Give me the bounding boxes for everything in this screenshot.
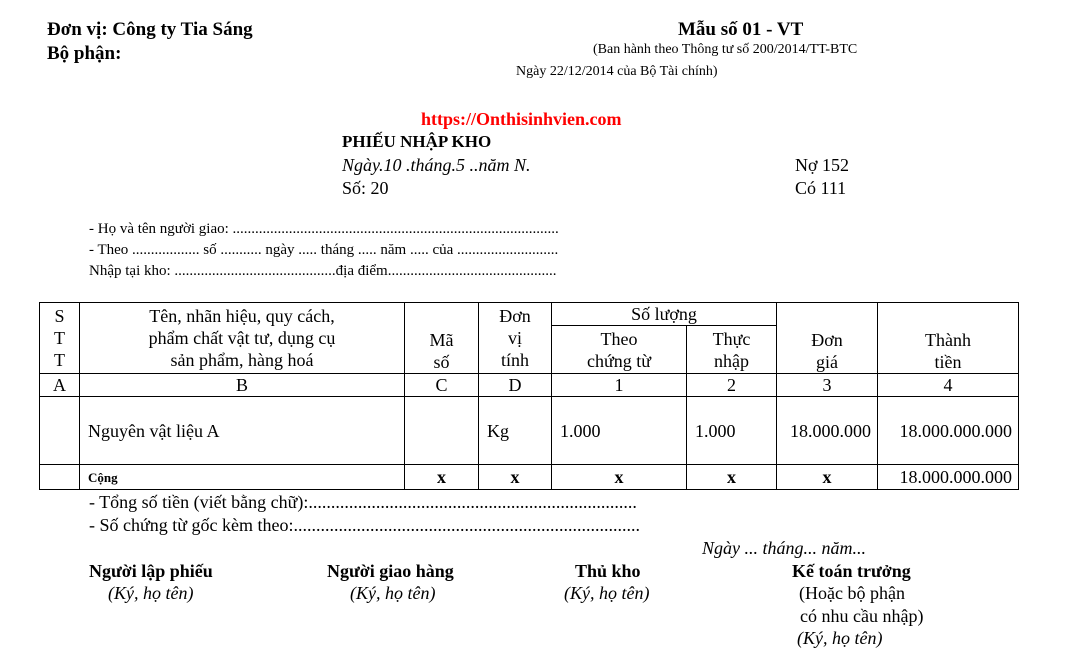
total-stt xyxy=(40,465,80,490)
row-unit: Kg xyxy=(479,397,552,465)
credit-account: Có 111 xyxy=(795,178,847,198)
index-cell: C xyxy=(405,374,479,397)
header-stt: S T T xyxy=(40,303,80,374)
header-name: Tên, nhãn hiệu, quy cách, phẩm chất vật tư, dụng cụ sản phẩm, hàng hoá xyxy=(80,303,405,374)
signer-chief-accountant-note-3: (Ký, họ tên) xyxy=(797,628,883,648)
reference-line: - Theo .................. số ........... ngày ..... tháng ..... năm ..... của ........................... xyxy=(89,242,559,258)
total-in-words-line: - Tổng số tiền (viết bằng chữ):......................................................................... xyxy=(89,492,637,512)
signer-deliverer-note: (Ký, họ tên) xyxy=(350,583,436,603)
issued-by: (Ban hành theo Thông tư số 200/2014/TT-BTC xyxy=(593,42,858,57)
signer-preparer-note: (Ký, họ tên) xyxy=(108,583,194,603)
unit-name: Đơn vị: Công ty Tia Sáng xyxy=(47,19,253,40)
goods-table xyxy=(39,302,1019,490)
index-cell: 1 xyxy=(552,374,687,397)
signer-chief-accountant-title: Kế toán trưởng xyxy=(792,561,911,581)
header-qty-doc: Theo chứng từ xyxy=(552,326,687,374)
document-number: Số: 20 xyxy=(342,178,389,198)
total-price: x xyxy=(777,465,878,490)
row-qty-doc: 1.000 xyxy=(552,397,687,465)
index-cell: 3 xyxy=(777,374,878,397)
header-unit: Đơn vị tính xyxy=(479,303,552,374)
total-row xyxy=(40,465,1019,490)
total-amount: 18.000.000.000 xyxy=(878,465,1019,490)
issued-date: Ngày 22/12/2014 của Bộ Tài chính) xyxy=(516,64,718,79)
form-number: Mẫu số 01 - VT xyxy=(678,19,804,40)
debit-account: Nợ 152 xyxy=(795,155,850,175)
signer-chief-accountant-note-2: có nhu cầu nhập) xyxy=(800,606,924,626)
total-label: Cộng xyxy=(80,465,405,490)
total-unit: x xyxy=(479,465,552,490)
row-item-name: Nguyên vật liệu A xyxy=(80,397,405,465)
index-cell: A xyxy=(40,374,80,397)
header-quantity: Số lượng xyxy=(552,303,777,326)
header-amount: Thành tiền xyxy=(878,303,1019,374)
department-label: Bộ phận: xyxy=(47,43,122,64)
total-qty-doc: x xyxy=(552,465,687,490)
row-qty-actual: 1.000 xyxy=(687,397,777,465)
row-price: 18.000.000 xyxy=(777,397,878,465)
warehouse-line: Nhập tại kho: ...........................................địa điểm............................................. xyxy=(89,263,557,279)
index-cell: 4 xyxy=(878,374,1019,397)
table-row xyxy=(40,397,1019,465)
document-date: Ngày.10 .tháng.5 ..năm N. xyxy=(342,155,531,175)
signature-date: Ngày ... tháng... năm... xyxy=(702,538,866,558)
index-row xyxy=(40,374,1019,397)
website-watermark: https://Onthisinhvien.com xyxy=(421,109,622,129)
total-code: x xyxy=(405,465,479,490)
signer-storekeeper-note: (Ký, họ tên) xyxy=(564,583,650,603)
signer-storekeeper-title: Thủ kho xyxy=(575,561,641,581)
signer-preparer-title: Người lập phiếu xyxy=(89,561,213,581)
header-code: Mã số xyxy=(405,303,479,374)
attached-docs-line: - Số chứng từ gốc kèm theo:............................................................................. xyxy=(89,515,640,535)
signer-deliverer-title: Người giao hàng xyxy=(327,561,454,581)
index-cell: D xyxy=(479,374,552,397)
row-code xyxy=(405,397,479,465)
total-qty-actual: x xyxy=(687,465,777,490)
header-qty-actual: Thực nhập xyxy=(687,326,777,374)
index-cell: B xyxy=(80,374,405,397)
header-price: Đơn giá xyxy=(777,303,878,374)
row-stt xyxy=(40,397,80,465)
row-amount: 18.000.000.000 xyxy=(878,397,1019,465)
index-cell: 2 xyxy=(687,374,777,397)
deliverer-line: - Họ và tên người giao: ....................................................................................... xyxy=(89,221,559,237)
document-title: PHIẾU NHẬP KHO xyxy=(342,132,492,151)
signer-chief-accountant-note-1: (Hoặc bộ phận xyxy=(799,583,905,603)
